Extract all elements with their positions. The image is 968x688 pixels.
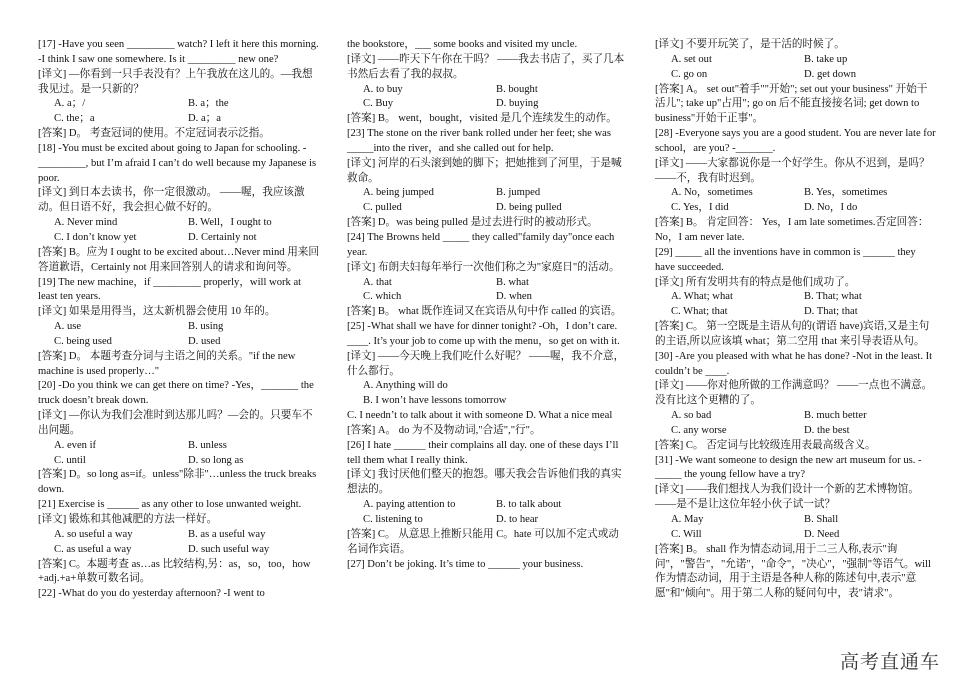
text-line: [答案] B。 went，bought，visited 是几个连续发生的动作。 (347, 113, 617, 125)
text-line: [29] _____ all the inventions have in common is ______ they have succeeded. (655, 246, 916, 273)
answer-option: A. What; what (671, 291, 733, 303)
answer-option: C. What; that (671, 306, 728, 318)
answer-option: B. what (496, 276, 529, 288)
text-line: [答案] D。so long as=if。unless"除非"…unless the truck breaks down. (38, 469, 317, 496)
option-group (347, 379, 629, 409)
option-group (655, 409, 937, 439)
answer-option: D. to hear (496, 514, 539, 525)
answer-option: C. until (54, 454, 86, 466)
answer-option: B. much better (804, 410, 867, 422)
text-line: [答案] B。 what 既作连词又在宾语从句中作 called 的宾语。 (347, 306, 622, 318)
text-line: [答案] A。 do 为不及物动词,"合适","行"。 (347, 424, 541, 436)
text-line: [译文] —你认为我们会准时到达那儿吗？—会的。只要车不出问题。 (38, 410, 313, 436)
text-line: [30] -Are you pleased with what he has done? -Not in the least. It couldn’t be ____. (655, 350, 933, 377)
answer-option: A. Anything will do (363, 380, 448, 392)
text-line: the bookstore，___ some books and visited my uncle. (347, 39, 578, 50)
text-line: [25] -What shall we have for dinner tonight? -Oh，I don’t care. ____. It’s your job to come up with the menu，so get on with it. (347, 321, 620, 347)
answer-option: B. That; what (804, 291, 862, 303)
option-group (347, 186, 629, 216)
option-group (38, 528, 322, 558)
answer-option: B. using (188, 321, 224, 333)
answer-option: D. Certainly not (188, 231, 257, 243)
text-line: [答案] B。 肯定回答： Yes，I am late sometimes.否定回答： No，I am never late. (655, 217, 929, 243)
answer-option: C. the；a (54, 113, 95, 125)
answer-option: B. I won’t have lessons tomorrow (363, 395, 507, 407)
text-line: [23] The stone on the river bank rolled under her feet; she was _____into the river，and she called out for help. (347, 128, 611, 154)
option-group (347, 498, 629, 528)
text-line: [27] Don’t be joking. It’s time to ______ your business. (347, 558, 584, 570)
answer-option: C. I don’t know yet (54, 231, 137, 243)
answer-option: D. Need (804, 528, 840, 540)
answer-option: C. pulled (363, 202, 402, 214)
text-line: [答案] B。 shall 作为情态动词,用于二三人称,表示"询问"，"警告"，"允诺"，"命令"，"决心"，"强制"等语气。will 作为情态动词，用于主语是各种人称的陈述句中,表示"意愿"和"倾向"。用于第二人称的疑问句中，表"请求"。 (655, 543, 931, 600)
answer-option: A. Never mind (54, 217, 118, 229)
answer-option: D. No，I do (804, 202, 858, 214)
answer-option: B. Shall (804, 514, 839, 525)
column-2 (347, 38, 629, 572)
answer-option: C. any worse (671, 424, 727, 436)
answer-option: A. to buy (363, 83, 403, 95)
text-line: [译文] ——你对他所做的工作满意吗？ ——一点也不满意。没有比这个更糟的了。 (655, 380, 933, 407)
text-line: [24] The Browns held _____ they called"family day"once each year. (347, 231, 615, 258)
text-line: [21] Exercise is ______ as any other to lose unwanted weight. (38, 499, 302, 511)
answer-option: A. so bad (671, 410, 712, 422)
text-line: [答案] C。 从意思上推断只能用 C。hate 可以加不定式或动名词作宾语。 (347, 528, 619, 555)
text-line: C. I needn’t to talk about it with someone D. What a nice meal (347, 410, 613, 422)
text-line: [译文] 所有发明共有的特点是他们成功了。 (655, 276, 856, 288)
answer-option: A. paying attention to (363, 499, 456, 511)
option-group (347, 276, 629, 306)
answer-option: D. buying (496, 98, 539, 110)
answer-option: D. That; that (804, 306, 858, 318)
text-line: [答案] C。 第一空既是主语从句的(谓语 have)宾语,又是主句的主语,所以应该填 what；第二空用 that 来引导表语从句。 (655, 321, 930, 347)
text-line: [译文] 到日本去读书，你一定很激动。 ——喔，我应该激动。但日语不好，我会担心做不好的。 (38, 187, 305, 214)
answer-option: B. as a useful way (188, 528, 266, 540)
option-group (38, 97, 322, 127)
text-line: [17] -Have you seen _________ watch? I left it here this morning. -I think I saw one somewhere. Is it _________ new one? (38, 39, 319, 65)
answer-option: B. Yes，sometimes (804, 187, 888, 199)
text-line: [答案] D。was being pulled 是过去进行时的被动形式。 (347, 217, 598, 229)
answer-option: A. May (671, 514, 704, 525)
answer-option: D. a；a (188, 113, 221, 125)
text-line: [译文] 河岸的石头滚到她的脚下；把她推到了河里，于是喊救命。 (347, 157, 622, 184)
text-line: [答案] A。 set out"着手""开始"; set out your business" 开始干活儿"; take up"占用"; go on 后不能直接接名词; get down to business"开始干正事"。 (655, 83, 928, 125)
answer-option: C. being used (54, 335, 112, 347)
text-line: [22] -What do you do yesterday afternoon? -I went to (38, 588, 265, 600)
answer-option: B. jumped (496, 187, 541, 199)
option-group (347, 83, 629, 113)
answer-option: C. as useful a way (54, 543, 132, 555)
answer-option: A. No，sometimes (671, 187, 753, 199)
answer-option: A. set out (671, 53, 712, 65)
answer-option: C. Will (671, 528, 702, 540)
text-line: [20] -Do you think we can get there on time? -Yes，_______ the truck doesn’t break down. (38, 380, 314, 407)
column-3 (655, 38, 937, 602)
answer-option: D. being pulled (496, 202, 562, 214)
text-line: [18] -You must be excited about going to Japan for schooling. -_________, but I’m afraid I can’t do well because my Japanese is poor. (38, 142, 317, 184)
option-group (655, 53, 937, 83)
text-line: [答案] C。本题考查 as…as 比较结构,另：as，so，too，how +adj.+a+单数可数名词。 (38, 558, 311, 585)
answer-option: A. being jumped (363, 187, 434, 199)
text-line: [19] The new machine，if _________ properly，will work at least ten years. (38, 276, 302, 303)
text-line: [答案] C。 否定词与比较级连用表最高级含义。 (655, 439, 876, 451)
text-line: [答案] B。应为 I ought to be excited about…Never mind 用来回答道歉语，Certainly not 用来回答别人的请求和询问等。 (38, 246, 319, 273)
answer-option: A. even if (54, 439, 97, 451)
answer-option: B. a；the (188, 98, 229, 110)
text-line: [译文] —你看到一只手表没有？上午我放在这儿的。—我想我见过。是一只新的？ (38, 68, 313, 95)
answer-option: D. so long as (188, 454, 244, 466)
answer-option: B. Well，I ought to (188, 217, 272, 229)
text-line: [31] -We want someone to design the new art museum for us. -_____ the young fellow have a try? (655, 454, 922, 481)
text-line: [译文] 布朗夫妇每年举行一次他们称之为"家庭日"的活动。 (347, 261, 620, 273)
answer-option: D. such useful way (188, 543, 270, 555)
text-line: [26] I hate ______ their complains all day. one of these days I’ll tell them what I really think. (347, 439, 619, 466)
answer-option: A. that (363, 276, 392, 288)
text-line: [译文] ——昨天下午你在干吗？ ——我去书店了，买了几本书然后去看了我的叔叔。 (347, 53, 625, 80)
answer-option: D. the best (804, 424, 850, 436)
watermark-text: 高考直通车 (839, 651, 940, 673)
answer-option: B. to talk about (496, 499, 562, 511)
answer-option: D. when (496, 291, 532, 303)
text-line: [译文] 如果是用得当，这太新机器会使用 10 年的。 (38, 306, 276, 318)
answer-option: C. Buy (363, 98, 394, 110)
text-line: [答案] D。 本题考查分词与主语之间的关系。"if the new machine is used properly…" (38, 350, 296, 377)
option-group (38, 439, 322, 469)
answer-option: A. a；/ (54, 98, 86, 110)
option-group (655, 186, 937, 216)
text-line: [译文] 我讨厌他们整天的抱怨。哪天我会告诉他们我的真实想法的。 (347, 469, 622, 496)
answer-option: D. used (188, 335, 221, 347)
option-group (655, 513, 937, 543)
answer-option: A. so useful a way (54, 528, 133, 540)
text-line: [译文] 不要开玩笑了，是干活的时候了。 (655, 39, 845, 50)
column-1 (38, 38, 322, 602)
text-line: [答案] D。 考查冠词的使用。不定冠词表示泛指。 (38, 128, 270, 140)
text-line: [译文] 锻炼和其他减肥的方法一样好。 (38, 514, 218, 525)
answer-option: A. use (54, 321, 82, 333)
answer-option: C. listening to (363, 514, 423, 525)
answer-option: C. Yes，I did (671, 202, 729, 214)
option-group (38, 216, 322, 246)
text-line: [28] -Everyone says you are a good student. You are never late for school，are you? -_______. (655, 128, 936, 154)
answer-option: C. go on (671, 68, 708, 80)
answer-option: C. which (363, 291, 402, 303)
text-line: [译文] ——大家都说你是一个好学生。你从不迟到，是吗？——不，我有时迟到。 (655, 157, 930, 184)
answer-option: D. get down (804, 68, 857, 80)
option-group (655, 290, 937, 320)
option-group (38, 320, 322, 350)
answer-option: B. bought (496, 83, 538, 95)
text-line: [译文] ——今天晚上我们吃什么好呢？ ——喔，我不介意，什么都行。 (347, 350, 625, 377)
answer-option: B. take up (804, 53, 848, 65)
text-line: [译文] ——我们想找人为我们设计一个新的艺术博物馆。——是不是让这位年轻小伙子试一试？ (655, 484, 919, 511)
answer-option: B. unless (188, 439, 227, 451)
